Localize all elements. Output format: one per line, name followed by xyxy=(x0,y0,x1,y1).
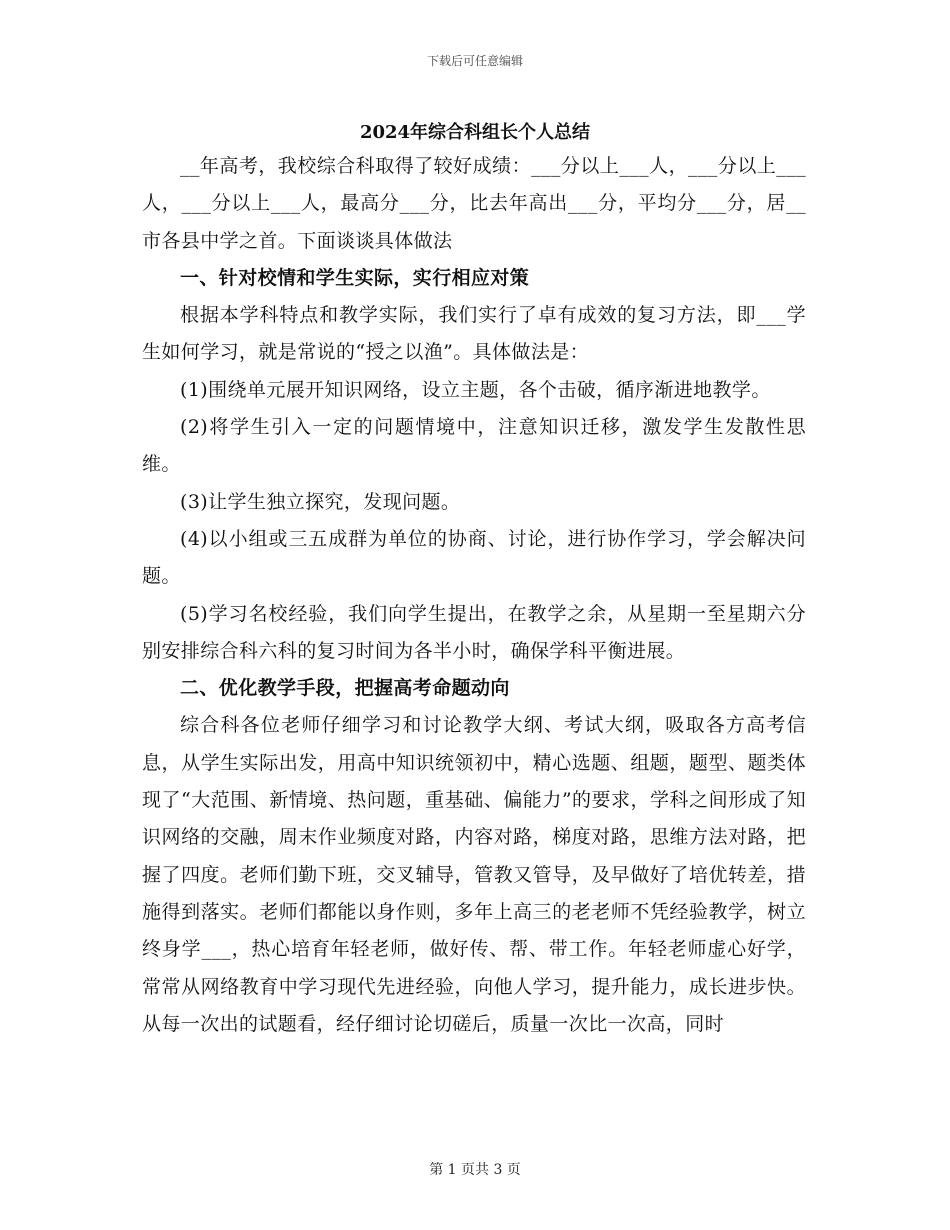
document-title: 2024年综合科组长个人总结 xyxy=(359,122,591,143)
list-item: (2)将学生引入一定的问题情境中，注意知识迁移，激发学生发散性思维。 xyxy=(142,416,806,476)
page-footer: 第 1 页共 3 页 xyxy=(429,1162,521,1178)
list-item: (4)以小组或三五成群为单位的协商、讨论，进行协作学习，学会解决问题。 xyxy=(142,527,806,588)
paragraph: 根据本学科特点和教学实际，我们实行了卓有成效的复习方法，即___学生如何学习，就是常说的“授之以渔”。具体做法是： xyxy=(142,304,806,364)
paragraph-intro: __年高考，我校综合科取得了较好成绩：___分以上___人，___分以上___人，___分以上___人，最高分___分，比去年高出___分，平均分___分，居__市各县中学之首。下面谈谈具体做法 xyxy=(142,155,806,252)
list-item: (3)让学生独立探究，发现问题。 xyxy=(180,490,461,513)
section-heading-2: 二、优化教学手段，把握高考命题动向 xyxy=(180,677,510,700)
list-item: (5)学习名校经验，我们向学生提出，在教学之余，从星期一至星期六分别安排综合科六科的复习时间为各半小时，确保学科平衡进展。 xyxy=(142,602,806,662)
page-header: 下载后可任意编辑 xyxy=(426,54,523,68)
list-item: (1)围绕单元展开知识网络，设立主题，各个击破，循序渐进地教学。 xyxy=(180,378,771,401)
paragraph: 综合科各位老师仔细学习和讨论教学大纲、考试大纲，吸取各方高考信息，从学生实际出发，用高中知识统领初中，精心选题、组题，题型、题类体现了“大范围、新情境、热问题，重基础、偏能力”的要求，学科之间形成了知识网络的交融，周末作业频度对路，内容对路，梯度对路，思维方法对路，把握了四度。老师们勤下班，交叉辅导，管教又管导，及早做好了培优转差，措施得到落实。老师们都能以身作则，多年上高三的老老师不凭经验教学，树立终身学___，热心培育年轻老师，做好传、帮、带工作。年轻老师虚心好学，常常从网络教育中学习现代先进经验，向他人学习，提升能力，成长进步快。从每一次出的试题看，经仔细讨论切磋后，质量一次比一次高，同时 xyxy=(142,714,806,1035)
section-heading-1: 一、针对校情和学生实际，实行相应对策 xyxy=(180,266,530,289)
document-body xyxy=(142,148,806,1043)
